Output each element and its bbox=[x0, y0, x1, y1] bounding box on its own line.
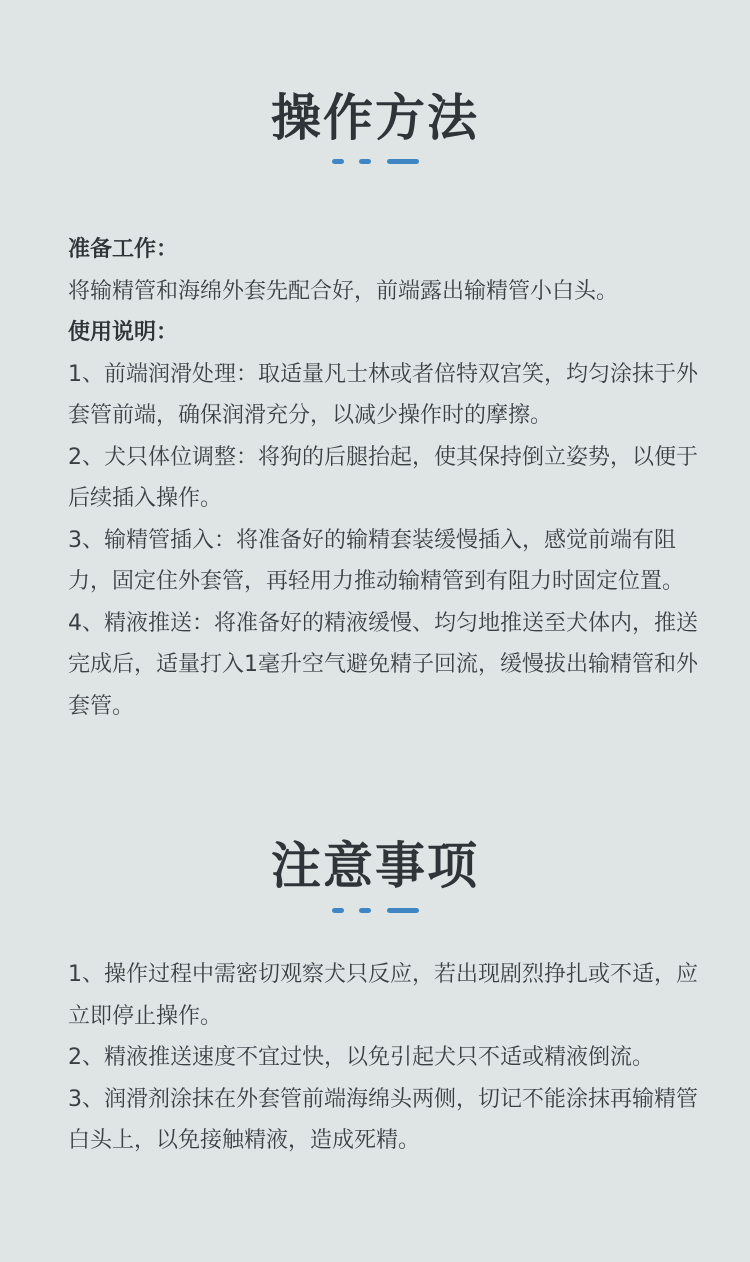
divider-dot-long bbox=[387, 159, 419, 164]
prep-heading: 准备工作： bbox=[68, 237, 179, 262]
notes-section-title: 注意事项 bbox=[271, 837, 479, 895]
usage-step-4: 4、精液推送：将准备好的精液缓慢、均匀地推送至犬体内，推送完成后，适量打入1毫升空气避免精子回流，缓慢拔出输精管和外套管。 bbox=[68, 610, 698, 719]
divider-dot-short-2 bbox=[359, 908, 371, 913]
usage-step-2: 2、犬只体位调整：将狗的后腿抬起，使其保持倒立姿势，以便于后续插入操作。 bbox=[68, 444, 698, 511]
divider-dot-short-1 bbox=[332, 159, 344, 164]
note-item-2: 2、精液推送速度不宜过快，以免引起犬只不适或精液倒流。 bbox=[68, 1045, 654, 1070]
method-section-title: 操作方法 bbox=[271, 89, 479, 147]
method-title-divider bbox=[332, 159, 422, 165]
divider-dot-long bbox=[387, 908, 419, 913]
notes-title-divider bbox=[332, 908, 422, 914]
usage-step-3: 3、输精管插入：将准备好的输精套装缓慢插入，感觉前端有阻力，固定住外套管，再轻用力推动输精管到有阻力时固定位置。 bbox=[68, 527, 685, 594]
divider-dot-short-1 bbox=[332, 908, 344, 913]
prep-text: 将输精管和海绵外套先配合好，前端露出输精管小白头。 bbox=[68, 278, 619, 304]
method-content bbox=[68, 229, 708, 727]
divider-dot-short-2 bbox=[359, 159, 371, 164]
note-item-1: 1、操作过程中需密切观察犬只反应，若出现剧烈挣扎或不适，应立即停止操作。 bbox=[68, 962, 698, 1029]
usage-step-1: 1、前端润滑处理：取适量凡士林或者倍特双宫笑，均匀涂抹于外套管前端，确保润滑充分，以减少操作时的摩擦。 bbox=[68, 361, 698, 428]
note-item-3: 3、润滑剂涂抹在外套管前端海绵头两侧，切记不能涂抹再输精管白头上，以免接触精液，造成死精。 bbox=[68, 1086, 698, 1153]
usage-heading: 使用说明： bbox=[68, 320, 179, 345]
notes-content bbox=[68, 954, 708, 1162]
